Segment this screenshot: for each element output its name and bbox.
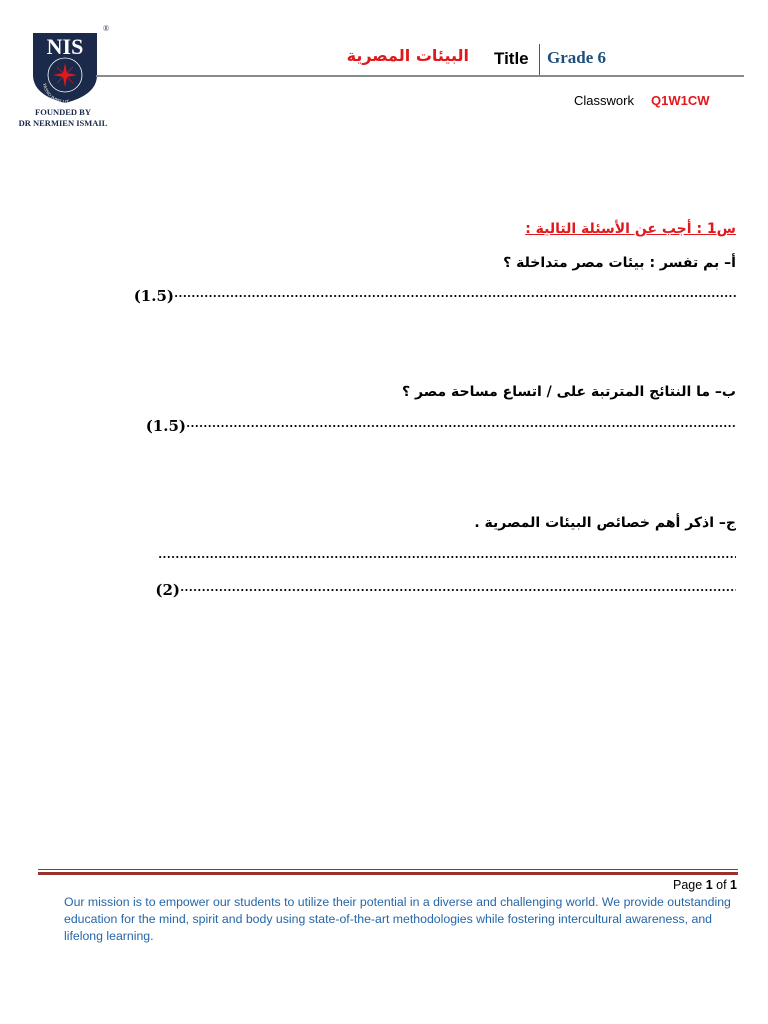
nis-shield-emblem — [31, 31, 99, 105]
question-a: أ– بم تفسر : بيئات مصر متداخلة ؟ — [503, 255, 736, 271]
mark-c: (2) — [155, 581, 180, 599]
answer-line-a[interactable] — [0, 286, 736, 306]
page-total: 1 — [730, 878, 737, 892]
classwork-code: Q1W1CW — [651, 93, 710, 108]
answer-line-c2[interactable] — [0, 580, 736, 600]
dotted-line — [174, 295, 736, 297]
mark-b: (1.5) — [145, 417, 186, 435]
page-prefix: Page — [673, 878, 703, 892]
page-number — [673, 878, 737, 892]
mission-statement: Our mission is to empower our students to utilize their potential in a diverse and challenging world. We provide outstanding education for the mind, spirit and body using state-of-the-art methodologies while fostering intercultural awareness, and lifelong learning. — [64, 895, 731, 943]
answer-line-b[interactable] — [0, 416, 736, 436]
question-b: ب– ما النتائج المترتبة على / اتساع مساحة مصر ؟ — [402, 384, 736, 400]
logo-motto: PASSIO IMPELLIT — [42, 82, 70, 105]
footer-rule — [38, 869, 738, 870]
dotted-line — [158, 556, 736, 558]
header-rule — [96, 75, 744, 77]
question-1-heading: س1 : أجب عن الأسئلة التالية : — [525, 221, 736, 237]
grade-label: Grade 6 — [547, 48, 607, 67]
title-label: Title — [494, 49, 529, 68]
page-of: of — [716, 878, 727, 892]
header-divider — [539, 44, 540, 76]
question-c: ج– اذكر أهم خصائص البيئات المصرية . — [474, 515, 736, 531]
founder-name: DR NERMIEN ISMAIL — [18, 117, 108, 128]
dotted-line — [180, 589, 736, 591]
answer-line-c1[interactable] — [0, 547, 736, 567]
page-current: 1 — [705, 878, 713, 892]
subject-title-arabic: البيئات المصرية — [346, 46, 469, 65]
school-logo — [8, 22, 118, 132]
logo-name: NIS — [46, 34, 84, 59]
mark-a: (1.5) — [133, 287, 174, 305]
dotted-line — [186, 425, 736, 427]
footer-rule-thick — [38, 872, 738, 875]
logo-caption — [8, 107, 118, 128]
registered-mark: ® — [103, 24, 110, 33]
founded-by-line: FOUNDED BY — [35, 107, 91, 117]
classwork-label: Classwork — [574, 93, 634, 108]
